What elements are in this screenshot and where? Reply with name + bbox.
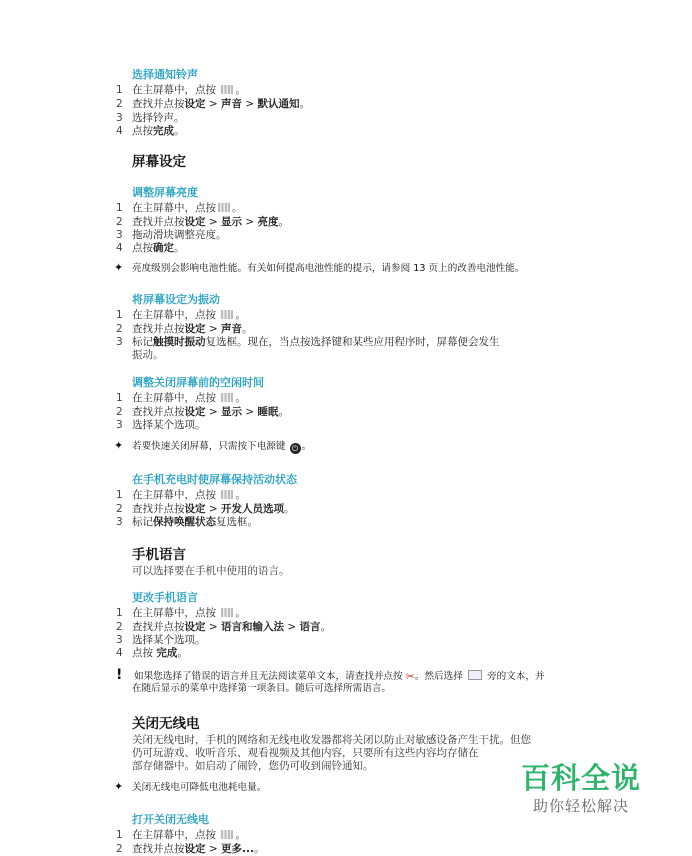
bold-term: 亮度 [257,216,279,228]
text-run: 查找并点按 [132,406,185,418]
text-run: 。 [235,489,246,501]
step-number: 1 [116,202,123,214]
step-number: 1 [116,607,123,619]
text-run: > [283,621,300,633]
step-number: 1 [116,309,123,321]
subsection-title: 更改手机语言 [132,591,198,604]
bold-term: 设定 [184,843,206,855]
paragraph: 可以选择要在手机中使用的语言。 [132,565,290,577]
text-run: 在主屏幕中，点按 [132,84,220,96]
text-run: 查找并点按 [132,323,185,335]
power-key-icon: ⏻ [290,443,301,454]
step-number: 3 [116,336,123,348]
step-number: 3 [116,112,123,124]
step-number: 4 [116,125,123,137]
watermark-logo [516,760,646,816]
apps-grid-icon [218,203,230,212]
text-run: 查找并点按 [132,98,185,110]
text-run: 复选框。 [216,516,258,528]
text-run: 标记 [132,336,153,348]
text-run: 查找并点按 [132,503,185,515]
subsection-title: 调整屏幕亮度 [132,186,198,199]
text-run: 。 [278,406,289,418]
note-item [114,261,524,275]
tip-bulb-icon: ✦ [114,261,124,274]
step-item [116,391,246,405]
subsection-title: 在手机充电时使屏幕保持活动状态 [132,473,297,486]
bold-term: 设定 [184,406,206,418]
step-item [116,124,185,138]
text-run: 关闭无线电可降低电池耗电量。 [132,782,267,793]
tools-icon: ✂ [405,670,415,683]
paragraph: 部存储器中。如启动了闹铃，您仍可收到闹铃通知。 [132,760,374,772]
bold-term: 设定 [184,621,206,633]
text-run: 。 [235,607,246,619]
text-run: 。 [320,621,331,633]
step-number: 3 [116,516,123,528]
bold-term: 语言和输入法 [220,621,284,633]
text-run: 。 [174,242,185,254]
text-run: 旁的文本，并 [483,671,545,682]
text-run: > [241,216,258,228]
text-run: > [205,843,221,855]
text-run: 拖动滑块调整亮度。 [132,229,227,241]
text-run: 如果您选择了错误的语言并且无法阅读菜单文本，请查找并点按 [134,671,406,682]
text-run: 。 [177,647,188,659]
step-number: 1 [116,829,123,841]
step-number: 3 [116,634,123,646]
step-item [116,488,246,502]
text-run: 点按 [132,242,153,254]
text-run: 。然后选择 [414,671,466,682]
step-item [116,322,252,336]
list-icon [468,670,482,680]
text-run: 复选框。现在，当点按选择键和某些应用程序时，屏幕便会发生 [205,336,500,348]
text-run: 查找并点按 [132,621,185,633]
warning-icon: ! [116,667,123,683]
bold-term: 保持唤醒状态 [153,516,216,528]
step-item [116,111,185,125]
step-item [116,606,246,620]
subsection-title: 调整关闭屏幕前的空闲时间 [132,376,264,389]
subsection-title: 将屏幕设定为振动 [132,293,220,306]
bold-term: 显示 [220,406,242,418]
text-run: > [205,503,221,515]
tip-bulb-icon: ✦ [114,439,124,452]
bold-term: 设定 [184,503,206,515]
bold-term: 睡眠 [257,406,279,418]
step-number: 2 [116,621,123,633]
text-run: 选择某个选项。 [132,419,206,431]
step-number: 2 [116,843,123,855]
apps-grid-icon [221,608,233,617]
step-number: 1 [116,489,123,501]
step-number: 4 [116,647,123,659]
paragraph: 仍可玩游戏、收听音乐、观看视频及其他内容，只要所有这些内容均存储在 [132,747,479,759]
paragraph: 关闭无线电时，手机的网络和无线电收发器都将关闭以防止对敏感设备产生干扰。但您 [132,734,531,746]
bold-term: 声音 [220,98,242,110]
text-run: 。 [235,84,246,96]
step-item [116,620,331,634]
text-run: 选择某个选项。 [132,634,206,646]
section-heading: 手机语言 [132,547,186,563]
bold-term: 声音 [220,323,242,335]
bold-term: 触摸时振动 [153,336,206,348]
apps-grid-icon [221,830,233,839]
text-run: 在主屏幕中，点按 [132,489,220,501]
step-item [116,418,206,432]
subsection-title: 选择通知铃声 [132,68,198,81]
text-run: 标记 [132,516,153,528]
bold-term: 开发人员选项 [220,503,284,515]
text-run: 。 [232,202,243,214]
apps-grid-icon [221,310,233,319]
step-number: 2 [116,216,123,228]
step-number: 1 [116,84,123,96]
step-item [116,97,310,111]
tip-bulb-icon: ✦ [114,780,124,793]
section-heading: 屏幕设定 [132,154,186,170]
step-item [116,405,289,419]
text-run: > [241,98,258,110]
bold-term: 默认通知 [257,98,300,110]
text-run: 若要快速关闭屏幕，只需按下电源键 [132,441,289,452]
text-run: 。 [235,309,246,321]
note-item [114,439,311,453]
step-item [116,828,246,842]
text-run: 点按 [132,647,157,659]
bold-term: 设定 [184,323,206,335]
section-heading: 关闭无线电 [132,716,200,732]
note-item [114,780,266,794]
text-run: 查找并点按 [132,843,185,855]
text-run: 。 [283,503,295,515]
note-continuation: 在随后显示的菜单中选择第一项条目。随后可选择所需语言。 [132,683,392,694]
text-run: 在主屏幕中，点按 [132,607,220,619]
step-number: 2 [116,323,123,335]
step-item [116,228,227,242]
text-run: 。 [235,392,246,404]
text-run: > [241,406,258,418]
text-run: > [205,323,221,335]
text-run: > [205,406,221,418]
step-item [116,515,258,529]
text-run: 查找并点按 [132,216,185,228]
step-item [116,646,188,660]
text-run: 选择铃声。 [132,112,185,124]
step-item [116,215,289,229]
bold-term: 语言 [299,621,321,633]
step-number: 3 [116,419,123,431]
watermark-subtitle: 助你轻松解决 [532,797,629,815]
text-run: > [205,216,221,228]
text-run: 。 [253,843,265,855]
step-number: 4 [116,242,123,254]
bold-term: 设定 [184,216,206,228]
step-item [116,842,264,856]
apps-grid-icon [221,393,233,402]
step-continuation: 振动。 [132,349,164,361]
bold-term: 完成 [153,125,174,137]
subsection-title: 打开关闭无线电 [132,813,209,826]
text-run: 在主屏幕中，点按 [132,309,220,321]
text-run: 亮度级别会影响电池性能。有关如何提高电池性能的提示，请参阅 13 页上的改善电池性能。 [132,263,525,274]
text-run: 在主屏幕中，点按 [132,829,220,841]
text-run: 。 [278,216,289,228]
bold-term: 设定 [184,98,206,110]
text-run: 。 [299,98,310,110]
bold-term: 更多... [220,843,254,855]
step-item [116,241,185,255]
step-number: 3 [116,229,123,241]
bold-term: 完成 [156,647,178,659]
step-number: 2 [116,98,123,110]
step-item [116,502,294,516]
text-run: 。 [301,441,312,452]
step-item [116,335,500,349]
bold-term: 显示 [220,216,242,228]
text-run: 。 [241,323,253,335]
text-run: 。 [174,125,185,137]
step-item [116,633,206,647]
step-number: 1 [116,392,123,404]
apps-grid-icon [221,85,233,94]
text-run: 点按 [132,125,153,137]
text-run: 在主屏幕中，点按 [132,202,216,214]
note-item [114,668,545,682]
bold-term: 确定 [153,242,174,254]
apps-grid-icon [221,490,233,499]
step-number: 2 [116,406,123,418]
step-item [116,201,243,215]
text-run: > [205,98,221,110]
step-item [116,308,246,322]
step-item [116,83,246,97]
step-number: 2 [116,503,123,515]
text-run: 在主屏幕中，点按 [132,392,220,404]
watermark-title: 百科全说 [520,761,641,795]
text-run: > [205,621,221,633]
text-run: 。 [235,829,246,841]
